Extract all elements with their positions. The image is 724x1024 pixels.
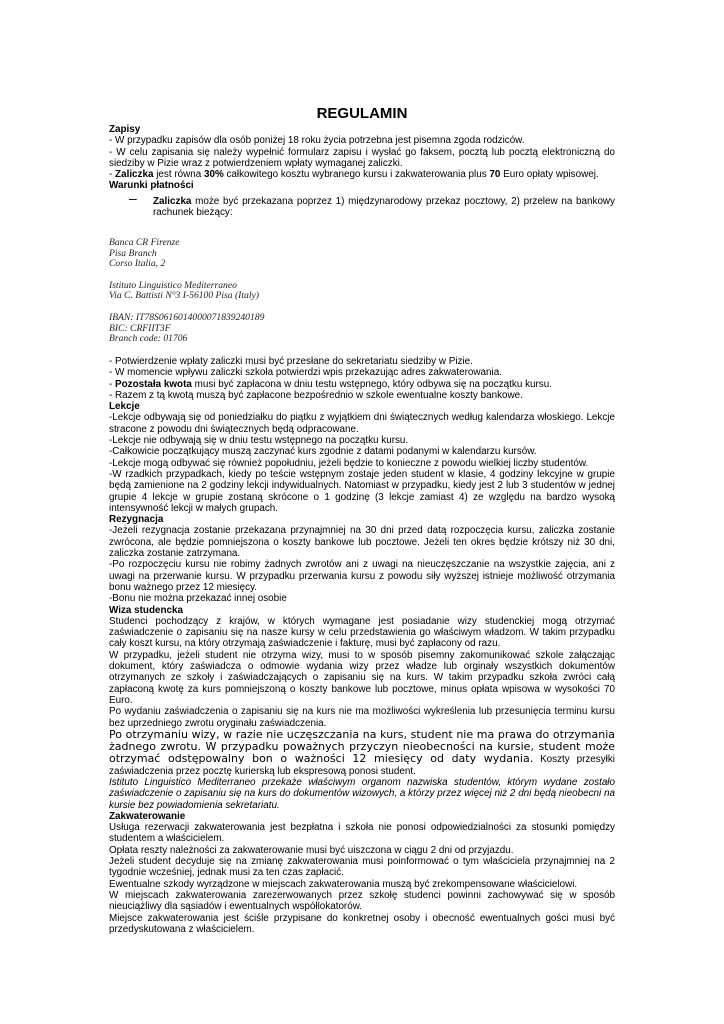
section-heading-zapisy: Zapisy bbox=[109, 124, 141, 135]
lekcje-line-2: -Lekcje nie odbywają się w dniu testu wstępnego na początku kursu. bbox=[109, 435, 409, 447]
wiza-line-4: Po otrzymaniu wizy, w razie nie uczęszczania na kurs, student nie ma prawa do otrzymania żadnego zwrotu. W przypadku poważnych przyczyn nieobecności na kursie, student może otrzymać odstępowalny bon o ważności 12 miesięcy od daty wydania. Koszty przesyłki zaświadczenia przez pocztę kurierską lub ekspresową ponosi student. bbox=[109, 727, 615, 777]
section-heading-warunki: Warunki płatności bbox=[109, 180, 194, 192]
payment-line-3: - Pozostała kwota musi być zapłacona w dniu testu wstępnego, który odbywa się na początku kursu. bbox=[109, 378, 552, 390]
warunki-item bbox=[109, 189, 615, 219]
lekcje-line-4: -Lekcje mogą odbywać się również popołudniu, jeżeli będzie to konieczne z powodu wielkiej liczby studentów. bbox=[109, 457, 589, 469]
lekcje-line-1: -Lekcje odbywają się od poniedziałku do piątku z wyjątkiem dni świątecznych według kalendarza włoskiego. Lekcje stracone z powodu dni świątecznych będą odpracowane. bbox=[109, 412, 615, 435]
document-body bbox=[109, 124, 615, 935]
payment-line-2: - W momencie wpływu zaliczki szkoła potwierdzi wpis przekazując adres zakwaterowania. bbox=[109, 367, 502, 379]
rezygnacja-line-3: -Bonu nie można przekazać innej osobie bbox=[109, 593, 287, 605]
document-title: REGULAMIN bbox=[316, 105, 408, 122]
beneficiary-address: Via C. Battisti N°3 I-56100 Pisa (Italy) bbox=[109, 290, 259, 302]
zapisy-line-2: - W celu zapisania się należy wypełnić formularz zapisu i wysłać go faksem, pocztą lub pocztą elektroniczną do siedziby w Pizie wraz z potwierdzeniem wpłaty wymaganej zaliczki. bbox=[109, 146, 615, 169]
zakwaterowanie-line-4: Ewentualne szkody wyrządzone w miejscach zakwaterowania muszą być zrekompensowane właścicielowi. bbox=[109, 878, 578, 890]
wiza-line-5: Istituto Linguistico Mediterraneo przekaże właściwym organom nazwiska studentów, którym wydane zostało zaświadczenie o zapisaniu się na kurs do dokumentów wizowych, a którzy przez więcej niż 2 dni będą nieobecni na kursie bez powiadomienia sekretariatu. bbox=[109, 776, 615, 811]
zakwaterowanie-line-2: Opłata reszty należności za zakwaterowanie musi być uiszczona w ciągu 2 dni od przyjazdu. bbox=[109, 844, 514, 856]
zakwaterowanie-line-6: Miejsce zakwaterowania jest ściśle przypisane do konkretnej osoby i obecność ewentualnych gości musi być przedyskutowana z właścicielem. bbox=[109, 912, 615, 935]
wiza-line-2: W przypadku, jeżeli student nie otrzyma wizy, musi to w sposób pisemny zakomunikować szkole załączając dokument, który zaświadcza o odmowie wydania wizy przez władze lub orginały wszystkich dokumentów otrzymanych ze szkoły i zaświadczających o zapisaniu się na kurs. W takim przypadku szkoła zwróci całą zapłaconą kwotę za kurs pomniejszoną o koszty bankowe lub pocztowe, minus opłata wpisowa w wysokości 70 Euro. bbox=[109, 649, 615, 706]
payment-line-4: - Razem z tą kwotą muszą być zapłacone bezpośrednio w szkole ewentualne koszty bankowe. bbox=[109, 389, 523, 401]
wiza-line-1: Studenci pochodzący z krajów, w których wymagane jest posiadanie wizy studenckiej mogą otrzymać zaświadczenie o zapisaniu się na nasze kursy w celu przedstawienia go właściwym władzom. W takim przypadku cały koszt kursu, na który otrzymają zaświadczenie i fakturę, musi być zapłacony od razu. bbox=[109, 615, 615, 650]
zapisy-line-3: - Zaliczka jest równa 30% całkowitego kosztu wybranego kursu i zakwaterowania plus 70 Euro opłaty wpisowej. bbox=[109, 169, 599, 181]
zakwaterowanie-line-1: Usługa rezerwacji zakwaterowania jest bezpłatna i szkoła nie ponosi odpowiedzialności za stosunki pomiędzy studentem a właścicielem. bbox=[109, 822, 615, 845]
section-heading-wiza: Wiza studencka bbox=[109, 604, 183, 616]
section-heading-zakwaterowanie: Zakwaterowanie bbox=[109, 810, 186, 822]
bank-name: Banca CR Firenze bbox=[109, 237, 180, 249]
zakwaterowanie-line-5: W miejscach zakwaterowania zarezerwowanych przez szkołę studenci powinni zachowywać się w sposób nieuciążliwy dla sąsiadów i ewentualnych współlokatorów. bbox=[109, 889, 615, 913]
zakwaterowanie-line-3: Jeżeli student decyduje się na zmianę zakwaterowania musi poinformować o tym właściciela przynajmniej na 2 tygodnie wcześniej, jednak musi za ten czas zapłacić. bbox=[109, 856, 615, 879]
warunki-text: Zaliczka może być przekazana poprzez 1) międzynarodowy przekaz pocztowy, 2) przelew na bankowy rachunek bieżący: bbox=[153, 195, 615, 219]
payment-line-1: - Potwierdzenie wpłaty zaliczki musi być przesłane do sekretariatu siedziby w Pizie. bbox=[109, 356, 473, 367]
branch-code: Branch code: 01706 bbox=[109, 332, 188, 344]
zapisy-line-1: - W przypadku zapisów dla osób poniżej 18 roku życia potrzebna jest pisemna zgoda rodziców. bbox=[109, 135, 525, 147]
bank-branch: Pisa Branch bbox=[109, 247, 157, 259]
section-heading-rezygnacja: Rezygnacja bbox=[109, 514, 164, 526]
section-heading-lekcje: Lekcje bbox=[109, 401, 140, 413]
lekcje-line-3: -Całkowicie początkujący muszą zaczynać kurs zgodnie z datami podanymi w kalendarzu kursów. bbox=[109, 446, 537, 458]
rezygnacja-line-2: -Po rozpoczęciu kursu nie robimy żadnych zwrotów ani z uwagi na nieuczęszczanie na wszystkie zajęcia, ani z uwagi na przerwanie kursu. W przypadku przerwania kursu z powodu siły wyższej istnieje możliwość otrzymania bonu ważnego przez 12 miesięcy. bbox=[109, 559, 615, 593]
wiza-line-3: Po wydaniu zaświadczenia o zapisaniu się na kurs nie ma możliwości wykreślenia lub przesunięcia terminu kursu bez uprzedniego zwrotu oryginału zaświadczenia. bbox=[109, 706, 615, 729]
lekcje-line-5: -W rzadkich przypadkach, kiedy po teście wstępnym zostaje jeden student w klasie, 4 godziny lekcyjne w grupie będą zamienione na 2 godziny lekcji indywidualnych. Natomiast w przypadku, kiedy jest 2 lub 3 studentów w jednej grupie 4 lekcje w grupie zostaną skrócone o 1 godzinę (3 lekcje zamiast 4) ze względu na bardzo wysoką intensywność lekcji w małych grupach. bbox=[109, 468, 615, 514]
bank-address: Corso Italia, 2 bbox=[109, 257, 166, 269]
bic: BIC: CRFIIT3F bbox=[109, 322, 171, 334]
dash-bullet: – bbox=[129, 189, 137, 206]
rezygnacja-line-1: -Jeżeli rezygnacja zostanie przekazana przynajmniej na 30 dni przed datą rozpoczęcia kursu, zaliczka zostanie zwrócona, ale będzie pomniejszona o koszty bankowe lub pocztowe. Jeżeli ten okres będzie krótszy niż 30 dni, zaliczka zostanie zatrzymana. bbox=[109, 525, 615, 560]
bank-details bbox=[109, 238, 615, 344]
beneficiary-name: Istituto Linguistico Mediterraneo bbox=[109, 279, 237, 291]
iban: IBAN: IT78S0616014000071839240189 bbox=[109, 312, 265, 324]
